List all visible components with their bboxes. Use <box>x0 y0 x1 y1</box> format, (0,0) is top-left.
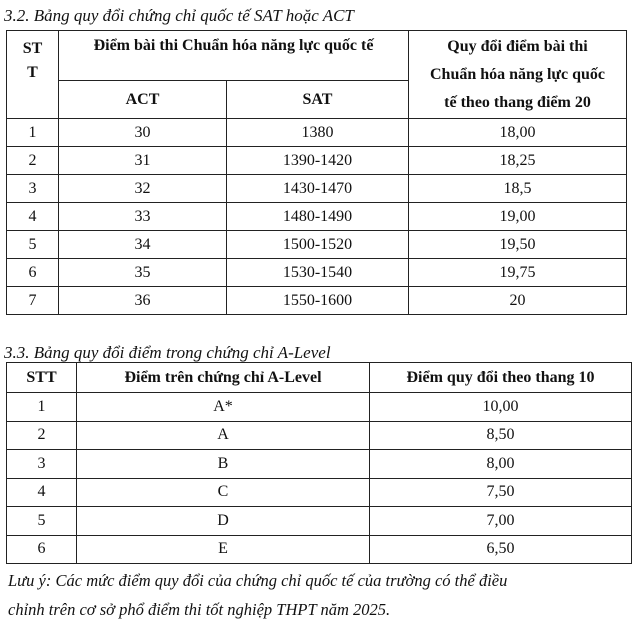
row-sat: 1430-1470 <box>227 175 409 203</box>
header-stt <box>7 31 59 119</box>
row-stt: 6 <box>7 259 59 287</box>
row-sat: 1390-1420 <box>227 147 409 175</box>
header-stt-line2: T <box>27 64 38 81</box>
row-score: 10,00 <box>370 393 632 422</box>
row-score: 19,50 <box>409 231 627 259</box>
row-act: 35 <box>59 259 227 287</box>
row-score: 7,00 <box>370 507 632 536</box>
header-act: ACT <box>59 81 227 119</box>
row-grade: C <box>77 478 370 507</box>
header-alevel: Điểm trên chứng chỉ A-Level <box>77 363 370 393</box>
row-grade: A* <box>77 393 370 422</box>
note-paragraph <box>8 566 628 624</box>
row-act: 36 <box>59 287 227 315</box>
row-act: 33 <box>59 203 227 231</box>
header-sat: SAT <box>227 81 409 119</box>
table-row <box>7 119 627 147</box>
header-exam: Điểm bài thi Chuẩn hóa năng lực quốc tế <box>59 31 409 81</box>
row-stt: 6 <box>7 535 77 564</box>
row-grade: D <box>77 507 370 536</box>
row-act: 31 <box>59 147 227 175</box>
row-stt: 5 <box>7 507 77 536</box>
header-convert-line1: Quy đổi điểm bài thi <box>447 37 588 55</box>
table-row <box>7 147 627 175</box>
table-row <box>7 175 627 203</box>
row-stt: 1 <box>7 119 59 147</box>
row-grade: A <box>77 421 370 450</box>
row-score: 20 <box>409 287 627 315</box>
table-row <box>7 450 632 479</box>
row-sat: 1380 <box>227 119 409 147</box>
row-score: 19,75 <box>409 259 627 287</box>
row-stt: 4 <box>7 478 77 507</box>
row-stt: 4 <box>7 203 59 231</box>
table-row <box>7 231 627 259</box>
header-convert-line3: tế theo thang điểm 20 <box>444 93 591 111</box>
note-line1: Lưu ý: Các mức điểm quy đổi của chứng chỉ quốc tế của trường có thể điều <box>8 571 508 590</box>
section2-caption: 3.3. Bảng quy đổi điểm trong chứng chỉ A-Level <box>4 343 331 362</box>
row-act: 32 <box>59 175 227 203</box>
row-stt: 2 <box>7 421 77 450</box>
row-sat: 1550-1600 <box>227 287 409 315</box>
table-row <box>7 287 627 315</box>
table-row <box>7 507 632 536</box>
header-convert-line2: Chuẩn hóa năng lực quốc <box>430 65 605 83</box>
row-act: 30 <box>59 119 227 147</box>
row-score: 19,00 <box>409 203 627 231</box>
row-stt: 5 <box>7 231 59 259</box>
section1-caption: 3.2. Bảng quy đổi chứng chỉ quốc tế SAT hoặc ACT <box>4 6 354 25</box>
row-sat: 1530-1540 <box>227 259 409 287</box>
row-stt: 3 <box>7 175 59 203</box>
header-convert <box>409 31 627 119</box>
row-stt: 7 <box>7 287 59 315</box>
row-sat: 1500-1520 <box>227 231 409 259</box>
table-row <box>7 203 627 231</box>
header-stt: STT <box>7 363 77 393</box>
table-row <box>7 259 627 287</box>
table-row <box>7 478 632 507</box>
note-line2: chỉnh trên cơ sở phổ điểm thi tốt nghiệp THPT năm 2025. <box>8 600 391 619</box>
header-stt-line1: ST <box>22 40 43 57</box>
sat-act-table <box>6 30 627 315</box>
row-sat: 1480-1490 <box>227 203 409 231</box>
row-stt: 2 <box>7 147 59 175</box>
row-grade: E <box>77 535 370 564</box>
row-grade: B <box>77 450 370 479</box>
row-score: 18,25 <box>409 147 627 175</box>
table-row <box>7 535 632 564</box>
row-stt: 3 <box>7 450 77 479</box>
row-score: 6,50 <box>370 535 632 564</box>
row-stt: 1 <box>7 393 77 422</box>
table-row <box>7 393 632 422</box>
row-score: 7,50 <box>370 478 632 507</box>
row-act: 34 <box>59 231 227 259</box>
row-score: 8,00 <box>370 450 632 479</box>
header-convert: Điểm quy đổi theo thang 10 <box>370 363 632 393</box>
table-row <box>7 421 632 450</box>
row-score: 18,00 <box>409 119 627 147</box>
alevel-table <box>6 362 632 564</box>
row-score: 18,5 <box>409 175 627 203</box>
row-score: 8,50 <box>370 421 632 450</box>
